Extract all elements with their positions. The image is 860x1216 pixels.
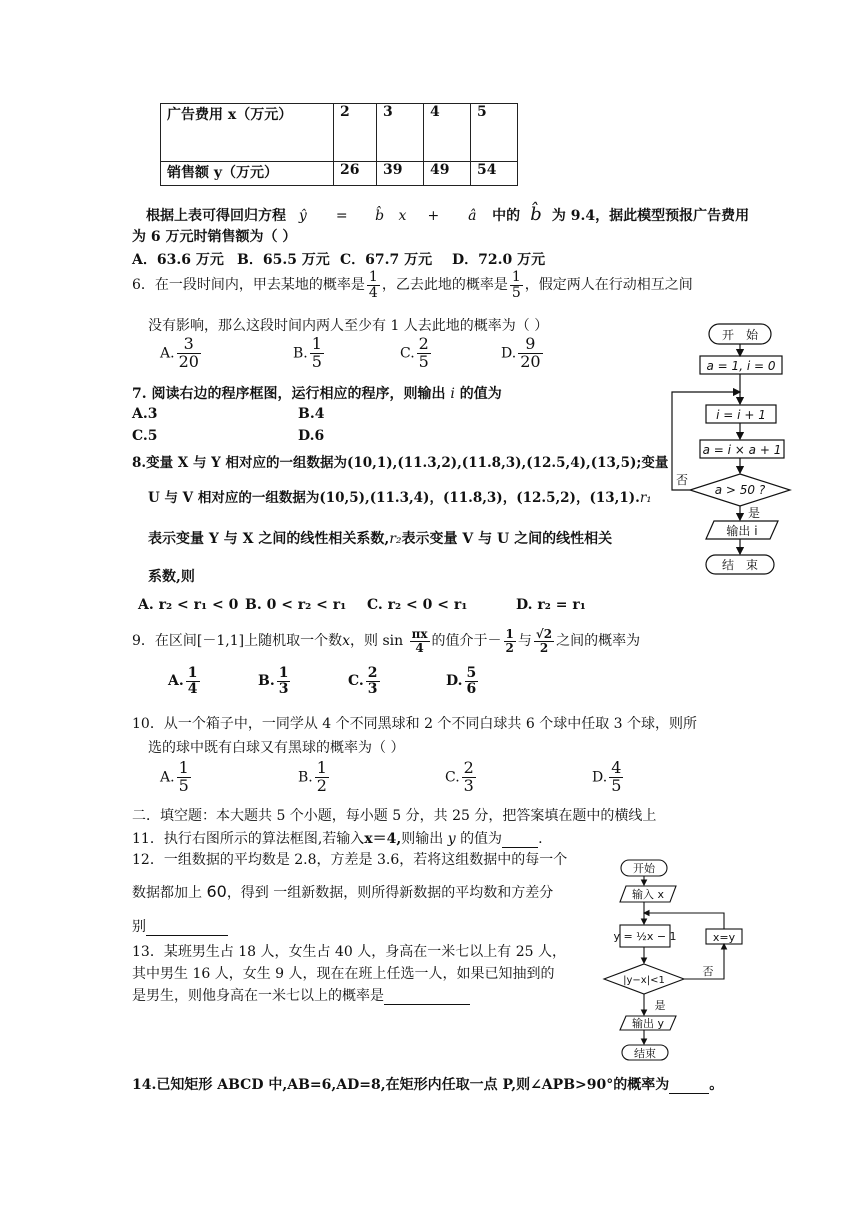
q6-stem: 6．在一段时间内，甲去某地的概率是 $\frac{1}{4}$ ，乙去此地的概率是 $\frac{1}{5}$ ，假定两人在行动相互之间 — [132, 269, 693, 301]
flow1-end-label: 结 束 — [721, 558, 759, 572]
q9-stem: 9．在区间[－1,1]上随机取一个数x，则 sin $\frac{\pi x}{4}$ 的值介于－ $\frac{1}{2}$ 与 $\frac{√2}{2}$ 之间的概率为 — [132, 627, 641, 655]
q10-option-c: C. $\frac{2}{3}$ — [445, 758, 474, 795]
table-cell: 26 — [334, 162, 377, 186]
table-cell: 2 — [334, 104, 377, 162]
q10-line1: 10．从一个箱子中，一同学从 4 个不同黑球和 2 个不同白球共 6 个球中任取 3 个球，则所 — [132, 716, 698, 732]
q5-line1: 根据上表可得回归方程 ŷ = b̂ x + â 中的 b̂ 为 9.4，据此模型预报广告费用 — [146, 204, 750, 225]
q9-option-a: A. $\frac{1}{4}$ — [168, 665, 198, 697]
q8-option-a: A. r₂ < r₁ < 0 — [138, 597, 239, 613]
q6-line2: 没有影响，那么这段时间内两人至少有 1 人去此地的概率为（ ） — [148, 318, 549, 334]
q5-line2: 为 6 万元时销售额为（ ） — [132, 229, 297, 245]
q10-option-a: A. $\frac{1}{5}$ — [160, 758, 189, 795]
q8-line4: 系数,则 — [148, 569, 195, 585]
table-cell: 3 — [377, 104, 424, 162]
fraction: $\frac{1}{5}$ — [511, 269, 521, 301]
q10-option-d: D. $\frac{4}{5}$ — [592, 758, 622, 795]
flow2-calc-label: y = ½x − 1 — [613, 930, 677, 943]
q7-option-d: D.6 — [298, 428, 325, 444]
table-cell: 39 — [377, 162, 424, 186]
q6-option-b: B. $\frac{1}{5}$ — [293, 334, 322, 371]
q13-line1: 13．某班男生占 18 人，女生占 40 人，身高在一米七以上有 25 人， — [132, 944, 566, 960]
flowchart-2 — [600, 852, 750, 1064]
table-row — [161, 162, 518, 186]
q5-option-b: B．65.5 万元 — [237, 252, 330, 268]
fraction: $\frac{1}{3}$ — [278, 665, 289, 697]
q8-line1: 8.变量 X 与 Y 相对应的一组数据为(10,1),(11.3,2),(11.8,3),(12.5,4),(13,5);变量 — [132, 455, 669, 471]
flow2-start-label: 开始 — [633, 862, 655, 875]
q7-option-c: C.5 — [132, 428, 158, 444]
fraction: $\frac{9}{20}$ — [520, 334, 541, 371]
q5-option-d: D．72.0 万元 — [452, 252, 546, 268]
q8-option-d: D. r₂ = r₁ — [516, 597, 586, 613]
q8-line2: U 与 V 相对应的一组数据为(10,5),(11.3,4)，(11.8,3)，(12.5,2)，(13,1).r₁ — [148, 490, 652, 506]
table-cell: 广告费用 x（万元） — [161, 104, 334, 162]
q6-option-c: C. $\frac{2}{5}$ — [400, 334, 429, 371]
q11-stem: 11．执行右图所示的算法框图,若输入x＝4,则输出 y 的值为 . — [132, 831, 543, 847]
flow2-loop-line — [644, 913, 724, 929]
flow1-update-label: a = i × a + 1 — [702, 443, 782, 457]
table-cell: 5 — [471, 104, 518, 162]
table-cell: 4 — [424, 104, 471, 162]
fraction: $\frac{2}{3}$ — [463, 758, 474, 795]
flow1-init-label: a = 1, i = 0 — [706, 359, 776, 373]
data-table — [160, 103, 518, 186]
q13-line3: 是男生，则他身高在一米七以上的概率是 — [132, 985, 470, 1005]
q6-option-a: A. $\frac{3}{20}$ — [160, 334, 199, 371]
table-cell: 销售额 y（万元） — [161, 162, 334, 186]
q12-line2: 数据都加上 60，得到 一组新数据，则所得新数据的平均数和方差分 — [132, 882, 554, 901]
answer-blank — [502, 831, 538, 848]
flow1-inc-label: i = i + 1 — [716, 408, 766, 422]
q5-option-a: A．63.6 万元 — [132, 252, 224, 268]
q6-option-d: D. $\frac{9}{20}$ — [501, 334, 541, 371]
flow2-no-label: 否 — [702, 965, 714, 978]
fraction: $\frac{4}{5}$ — [611, 758, 622, 795]
q7-stem: 7. 阅读右边的程序框图，运行相应的程序，则输出 i 的值为 — [132, 386, 502, 402]
flow2-output-label: 输出 y — [631, 1017, 665, 1030]
fraction: $\frac{1}{5}$ — [311, 334, 322, 371]
flow1-yes-label: 是 — [747, 506, 761, 520]
q8-option-b: B. 0 < r₂ < r₁ — [245, 597, 347, 613]
q7-option-b: B.4 — [298, 406, 325, 422]
flow1-cond-label: a > 50 ? — [714, 483, 766, 497]
q12-line3: 别 — [132, 916, 228, 936]
fraction: $\frac{1}{4}$ — [187, 665, 198, 697]
flow1-output-label: 输出 i — [726, 524, 758, 538]
q8-option-c: C. r₂ < 0 < r₁ — [367, 597, 468, 613]
fraction: $\frac{5}{6}$ — [466, 665, 477, 697]
flow2-end-label: 结束 — [634, 1047, 656, 1060]
q13-line2: 其中男生 16 人，女生 9 人，现在在班上任选一人，如果已知抽到的 — [132, 966, 555, 982]
flow2-yes-label: 是 — [654, 999, 666, 1012]
fraction: $\frac{1}{2}$ — [316, 758, 327, 795]
flow1-no-label: 否 — [675, 473, 689, 487]
section-heading: 二．填空题：本大题共 5 个小题，每小题 5 分，共 25 分，把答案填在题中的横线上 — [132, 808, 657, 824]
q12-line1: 12．一组数据的平均数是 2.8，方差是 3.6，若将这组数据中的每一个 — [132, 852, 568, 868]
table-cell: 54 — [471, 162, 518, 186]
fraction: $\frac{1}{4}$ — [368, 269, 378, 301]
q7-option-a: A.3 — [132, 406, 158, 422]
fraction: $\frac{\pi x}{4}$ — [411, 627, 428, 655]
answer-blank — [146, 919, 228, 936]
q8-line3: 表示变量 Y 与 X 之间的线性相关系数,r₂表示变量 V 与 U 之间的线性相关 — [148, 531, 613, 547]
fraction: $\frac{√2}{2}$ — [535, 627, 553, 655]
q10-line2: 选的球中既有白球又有黑球的概率为（ ） — [148, 740, 405, 756]
fraction: $\frac{2}{5}$ — [418, 334, 429, 371]
table-row — [161, 104, 518, 162]
flow2-input-label: 输入 x — [631, 888, 665, 901]
fraction: $\frac{2}{3}$ — [367, 665, 378, 697]
eq-yhat: ŷ — [298, 208, 307, 224]
answer-blank — [669, 1077, 709, 1094]
answer-blank — [384, 988, 470, 1005]
q10-option-b: B. $\frac{1}{2}$ — [298, 758, 327, 795]
flow2-cond-label: |y−x|<1 — [623, 975, 665, 986]
table-cell: 49 — [424, 162, 471, 186]
fraction: $\frac{1}{5}$ — [178, 758, 189, 795]
flow2-assign-label: x=y — [712, 931, 736, 944]
q9-option-d: D. $\frac{5}{6}$ — [446, 665, 477, 697]
flowchart-1 — [660, 318, 805, 580]
fraction: $\frac{1}{2}$ — [505, 627, 514, 655]
q5-option-c: C．67.7 万元 — [340, 252, 433, 268]
q14-stem: 14.已知矩形 ABCD 中,AB=6,AD=8,在矩形内任取一点 P,则∠APB>90°的概率为 。 — [132, 1077, 724, 1093]
q9-option-b: B. $\frac{1}{3}$ — [258, 665, 289, 697]
flow1-start-label: 开 始 — [721, 328, 759, 342]
q9-option-c: C. $\frac{2}{3}$ — [348, 665, 378, 697]
fraction: $\frac{3}{20}$ — [178, 334, 199, 371]
